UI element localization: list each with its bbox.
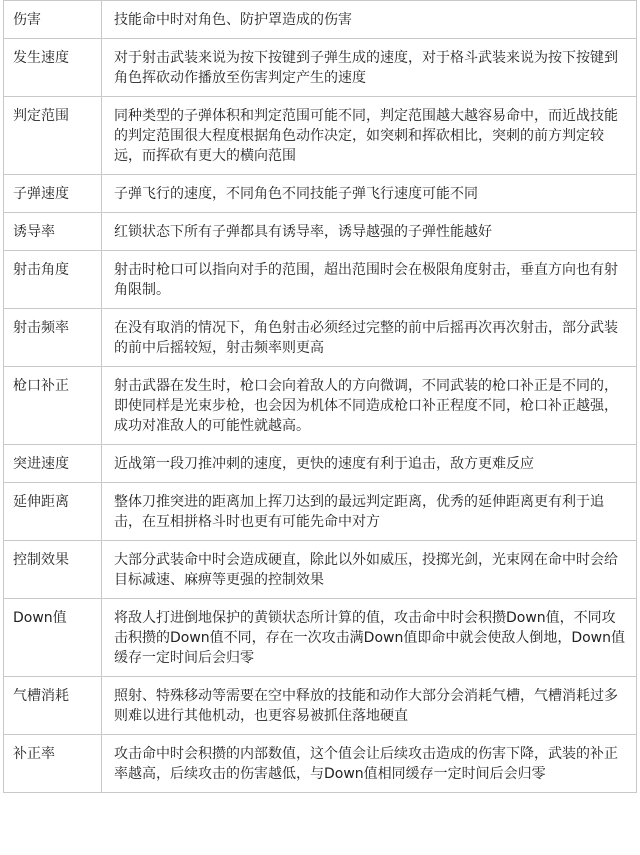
table-row xyxy=(4,1,637,39)
term-cell: 延伸距离 xyxy=(4,483,102,541)
table-row xyxy=(4,735,637,793)
table-row xyxy=(4,367,637,445)
description-cell: 射击武器在发生时，枪口会向着敌人的方向微调，不同武装的枪口补正是不同的，即使同样是光束步枪，也会因为机体不同造成枪口补正程度不同，枪口补正越强，成功对准敌人的可能性就越高。 xyxy=(102,367,637,445)
table-row xyxy=(4,445,637,483)
description-cell: 子弹飞行的速度，不同角色不同技能子弹飞行速度可能不同 xyxy=(102,175,637,213)
table-row xyxy=(4,97,637,175)
term-cell: 发生速度 xyxy=(4,39,102,97)
table-row xyxy=(4,213,637,251)
term-cell: 突进速度 xyxy=(4,445,102,483)
term-cell: 射击频率 xyxy=(4,309,102,367)
table-row xyxy=(4,483,637,541)
term-cell: 气槽消耗 xyxy=(4,677,102,735)
term-cell: 控制效果 xyxy=(4,541,102,599)
description-cell: 红锁状态下所有子弹都具有诱导率，诱导越强的子弹性能越好 xyxy=(102,213,637,251)
description-cell: 攻击命中时会积攒的内部数值，这个值会让后续攻击造成的伤害下降，武装的补正率越高，后续攻击的伤害越低，与Down值相同缓存一定时间后会归零 xyxy=(102,735,637,793)
term-cell: 枪口补正 xyxy=(4,367,102,445)
term-cell: 子弹速度 xyxy=(4,175,102,213)
description-cell: 照射、特殊移动等需要在空中释放的技能和动作大部分会消耗气槽，气槽消耗过多则难以进行其他机动，也更容易被抓住落地硬直 xyxy=(102,677,637,735)
table-row xyxy=(4,39,637,97)
description-cell: 将敌人打进倒地保护的黄锁状态所计算的值，攻击命中时会积攒Down值，不同攻击积攒的Down值不同，存在一次攻击满Down值即命中就会使敌人倒地，Down值缓存一定时间后会归零 xyxy=(102,599,637,677)
description-cell: 整体刀推突进的距离加上挥刀达到的最远判定距离，优秀的延伸距离更有利于追击，在互相拼格斗时也更有可能先命中对方 xyxy=(102,483,637,541)
term-cell: 判定范围 xyxy=(4,97,102,175)
glossary-table xyxy=(3,0,637,793)
term-cell: 射击角度 xyxy=(4,251,102,309)
description-cell: 技能命中时对角色、防护罩造成的伤害 xyxy=(102,1,637,39)
description-cell: 近战第一段刀推冲刺的速度，更快的速度有利于追击，敌方更难反应 xyxy=(102,445,637,483)
description-cell: 在没有取消的情况下，角色射击必须经过完整的前中后摇再次再次射击，部分武装的前中后摇较短，射击频率则更高 xyxy=(102,309,637,367)
table-row xyxy=(4,175,637,213)
term-cell: Down值 xyxy=(4,599,102,677)
description-cell: 对于射击武装来说为按下按键到子弹生成的速度，对于格斗武装来说为按下按键到角色挥砍动作播放至伤害判定产生的速度 xyxy=(102,39,637,97)
table-row xyxy=(4,677,637,735)
term-cell: 伤害 xyxy=(4,1,102,39)
table-row xyxy=(4,251,637,309)
table-row xyxy=(4,599,637,677)
table-row xyxy=(4,541,637,599)
description-cell: 大部分武装命中时会造成硬直，除此以外如威压，投掷光剑，光束网在命中时会给目标减速、麻痹等更强的控制效果 xyxy=(102,541,637,599)
term-cell: 诱导率 xyxy=(4,213,102,251)
term-cell: 补正率 xyxy=(4,735,102,793)
description-cell: 同种类型的子弹体积和判定范围可能不同，判定范围越大越容易命中，而近战技能的判定范围很大程度根据角色动作决定，如突刺和挥砍相比，突刺的前方判定较远，而挥砍有更大的横向范围 xyxy=(102,97,637,175)
table-row xyxy=(4,309,637,367)
description-cell: 射击时枪口可以指向对手的范围，超出范围时会在极限角度射击，垂直方向也有射角限制。 xyxy=(102,251,637,309)
